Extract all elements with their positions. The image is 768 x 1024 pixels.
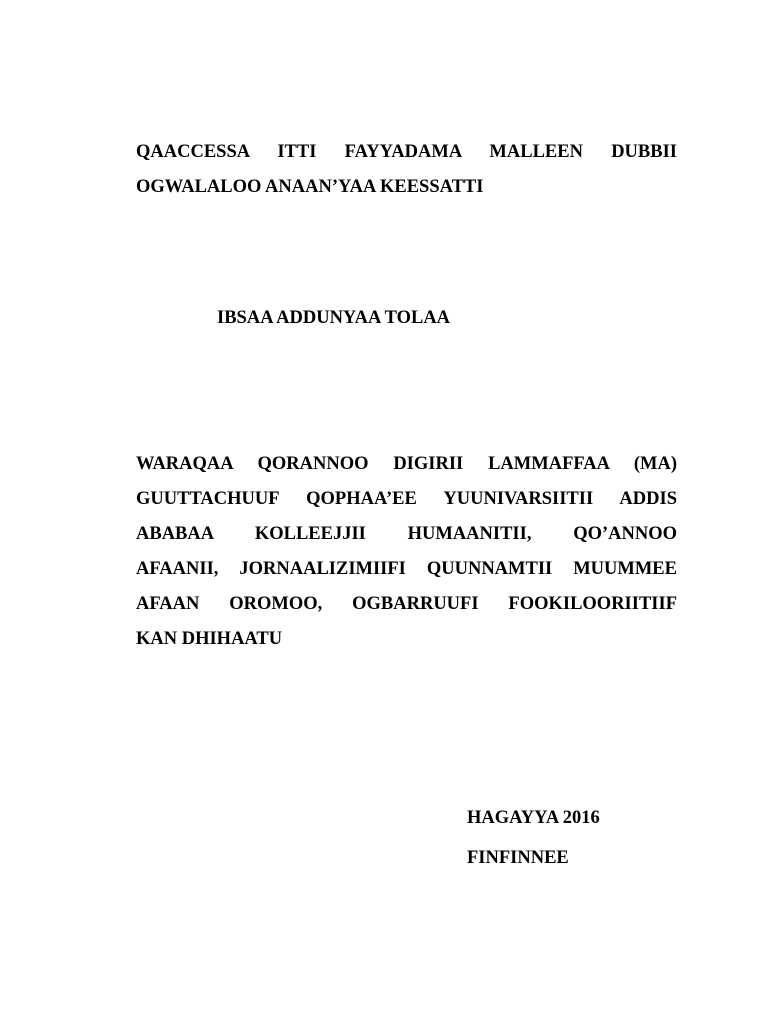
author-name: IBSAA ADDUNYAA TOLAA [217,308,451,328]
description-line-5: AFAAN OROMOO, OGBARRUUFI FOOKILOORIITIIF [136,594,677,614]
submission-date: HAGAYYA 2016 [467,808,600,828]
thesis-description [136,447,677,657]
description-line-2: GUUTTACHUUF QOPHAA’EE YUUNIVARSIITII ADDIS [136,489,677,509]
thesis-title [136,135,677,205]
title-line-2: OGWALALOO ANAAN’YAA KEESSATTI [136,177,484,197]
title-line-1: QAACCESSA ITTI FAYYADAMA MALLEEN DUBBII [136,142,677,162]
submission-place: FINFINNEE [467,848,569,868]
description-line-3: ABABAA KOLLEEJJII HUMAANITII, QO’ANNOO [136,524,677,544]
description-line-4: AFAANII, JORNAALIZIMIIFI QUUNNAMTII MUUMMEE [136,559,677,579]
description-line-1: WARAQAA QORANNOO DIGIRII LAMMAFFAA (MA) [136,454,677,474]
description-line-6: KAN DHIHAATU [136,629,283,649]
